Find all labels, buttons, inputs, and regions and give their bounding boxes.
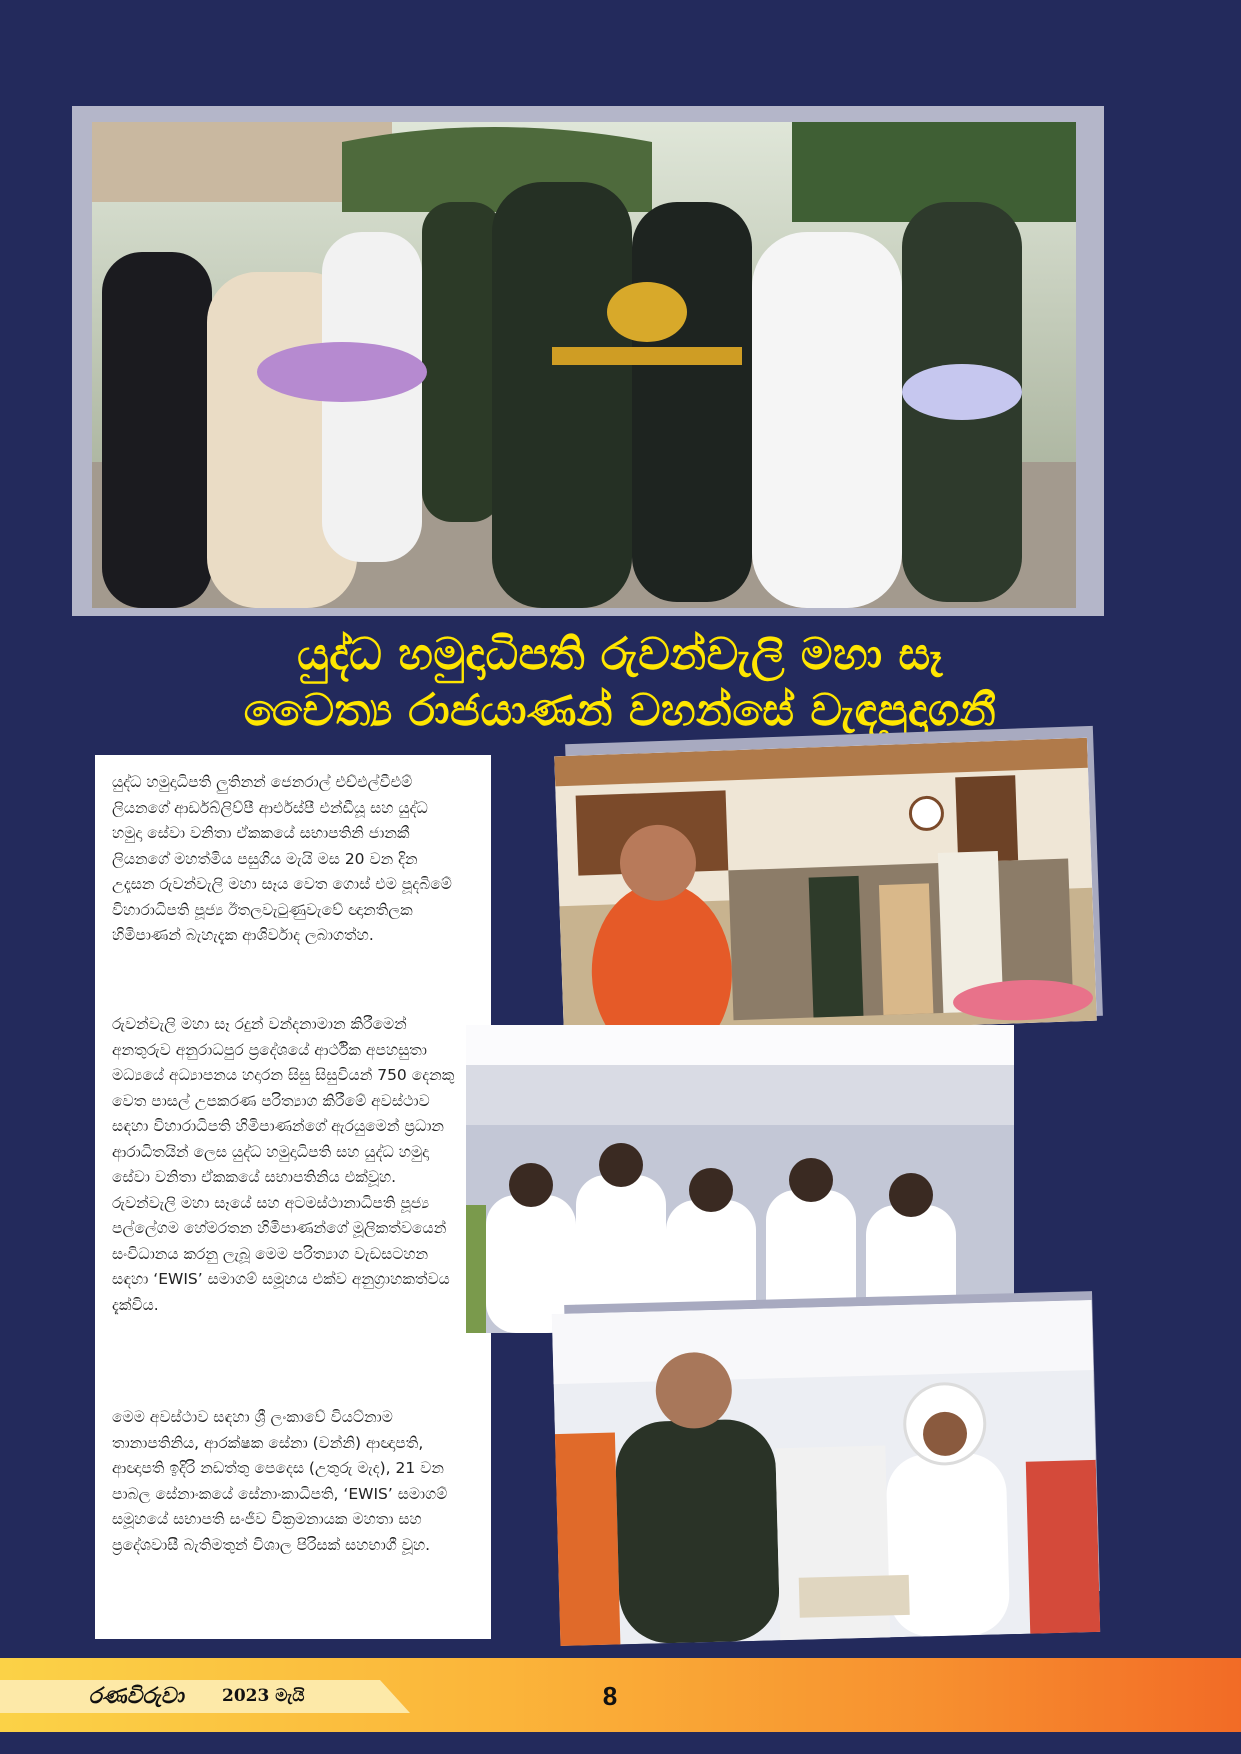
footer-tab <box>0 1680 410 1713</box>
hall-photo <box>554 738 1097 1039</box>
page-number: 8 <box>602 1681 618 1711</box>
article-paragraph-2: රුවන්වැලි මහා සෑ රදුන් වන්දනාමාන කිරීමෙන් අනතුරුව අනුරාධපුර ප්‍රදේශයේ ආර්ථික අපහසුතා මධ්‍යයේ අධ්‍යාපනය හදාරන සිසු සිසුවියන් 750 දෙනකු වෙත පාසල් උපකරණ පරිත්‍යාග කිරීමේ අවස්ථාව සඳහා විහාරාධිපති හිමිපාණන්ගේ ඇරයුමෙන් ප්‍රධාන ආරාධිතයින් ලෙස යුද්ධ හමුදාධිපති සහ යුද්ධ හමුදා සේවා වනිතා ඒකකයේ සභාපතිනිය එක්වූහ. රුවන්වැලි මහා සෑයේ සහ අටමස්ථානාධිපති පූජ්‍ය පල්ලේගම හේමරතන හිමිපාණන්ගේ මූලිකත්වයෙන් සංවිධානය කරනු ලැබූ මෙම පරිත්‍යාග වැඩසටහන සඳහා ‘EWIS’ සමාගම් සමූහය එක්ව අනුග්‍රාහකත්වය දැක්විය. <box>112 1015 455 1314</box>
distribution-photo <box>552 1300 1101 1646</box>
students-photo <box>466 1025 1014 1333</box>
issue-date: 2023 මැයි <box>222 1686 305 1706</box>
headline-line-2: චෛත්‍ය රාජයාණන් වහන්සේ වැඳපුදාගනී <box>243 685 997 736</box>
headline-line-1: යුද්ධ හමුදාධිපති රුවන්වැලි මහා සෑ <box>297 629 943 680</box>
article-paragraph-3: මෙම අවස්ථාව සඳහා ශ්‍රී ලංකාවේ වියට්නාම තානාපතිනිය, ආරක්ෂක සේනා (වන්නි) ආඥාපති, ආඥාපති ඉදිරි නඩත්තු පෙදෙස (උතුරු මැද), 21 වන පාබල සේනාංකයේ සේනාංකාධිපති, ‘EWIS’ සමාගම් සමූහයේ සභාපති සංජීව වික්‍රමනායක මහතා සහ ප්‍රදේශවාසී බැතිමතුන් විශාල පිරිසක් සහභාගී වූහ. <box>112 1408 448 1554</box>
article-paragraph-1: යුද්ධ හමුදාධිපති ලුතිනන් ජෙනරාල් එච්එල්වීඑම් ලියනගේ ආර්ඩබ්ලිව්පී ආර්එස්පී එන්ඩීයූ සහ යුද්ධ හමුදා සේවා වනිතා ඒකකයේ සභාපතිනි ජානකී ලියනගේ මහත්මිය පසුගිය මැයි මස 20 වන දින උදෑසන රුවන්වැලි මහා සෑය වෙත ගොස් එම පූදබිමේ විහාරාධිපති පූජ්‍ය ඊතලවැටුණුවැවේ ඥානතිලක හිමිපාණන් බැහැදැක ආශිර්වාද ලබාගත්හ. <box>112 773 452 944</box>
magazine-logo: රණවිරුවා <box>88 1684 188 1709</box>
top-photo <box>92 122 1076 608</box>
